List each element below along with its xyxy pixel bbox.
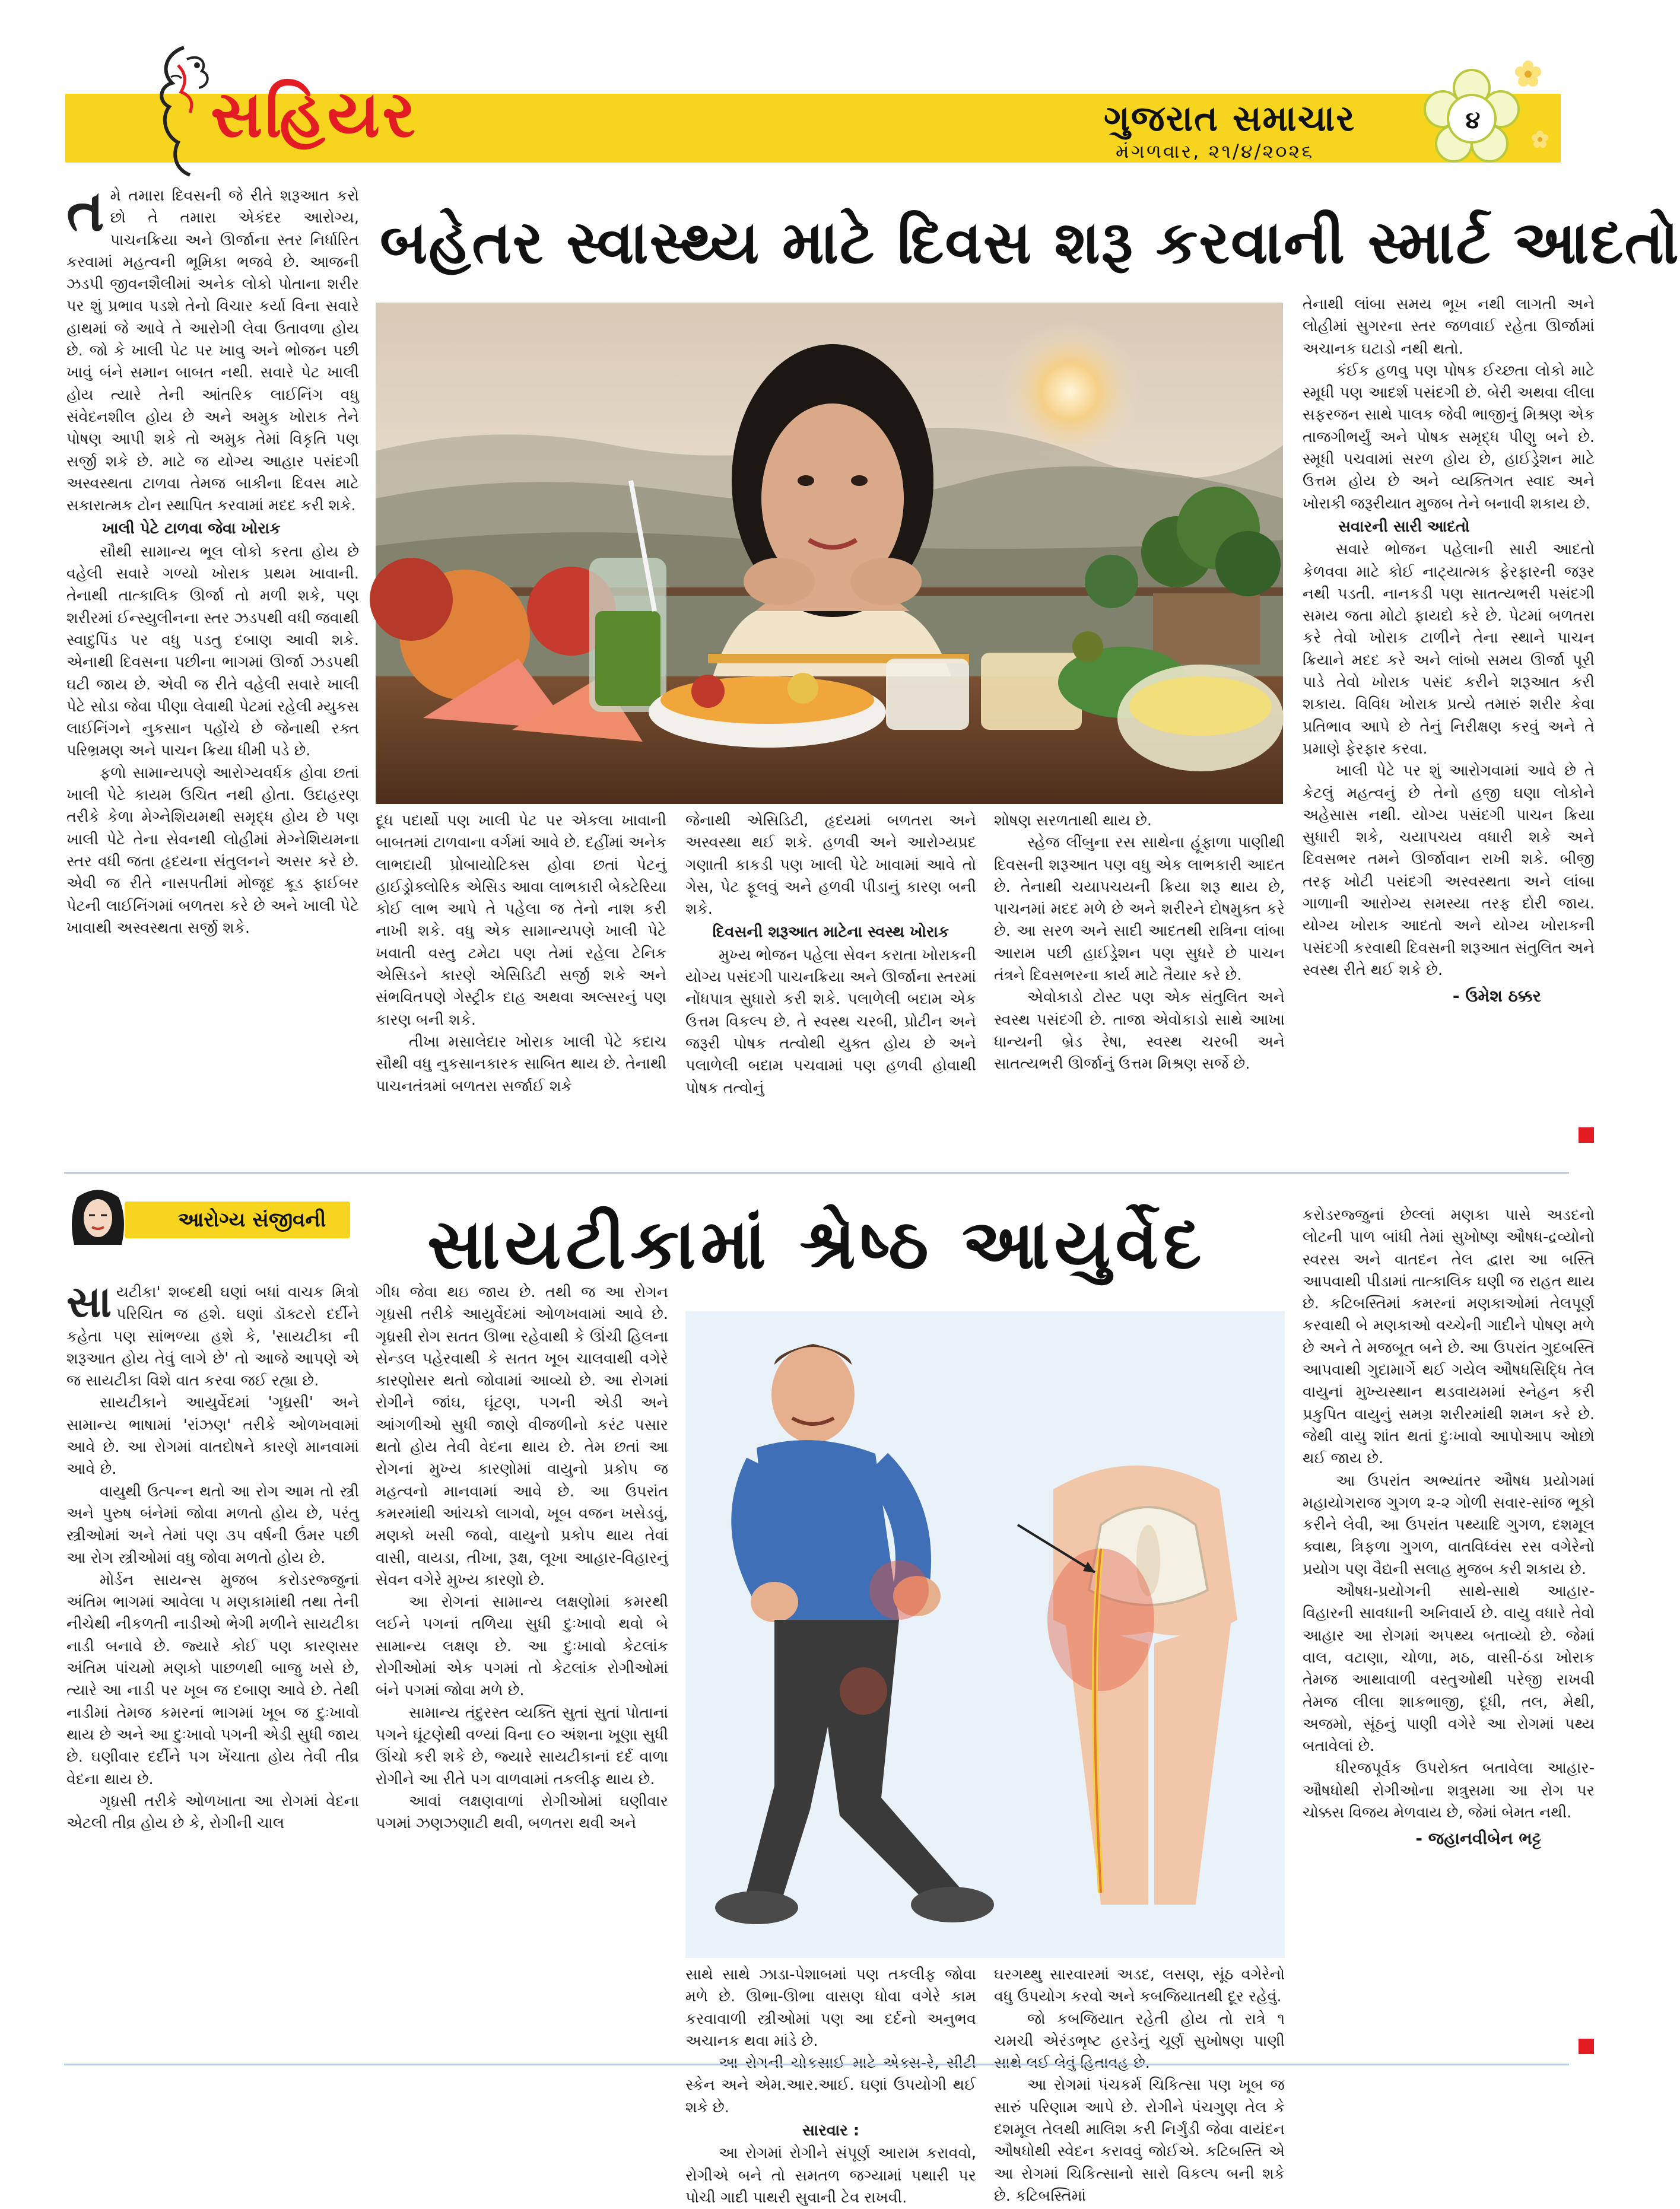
breakfast-photo	[376, 303, 1283, 804]
supplement-logo: સહિયર	[211, 77, 418, 152]
article-2-byline: - જહાનવીબેન ભટ્ટ	[1415, 1829, 1541, 1849]
paragraph: એવોકાડો ટોસ્ટ પણ એક સંતુલિત અને સ્વસ્થ પસંદગી છે. તાજા એવોકાડો સાથે આખા ધાન્યની બ્રેડ રેષા, સ્વસ્થ ચરબી અને સાતત્યભરી ઊર્જાનું ઉત્તમ મિશ્રણ સર્જે છે.	[994, 989, 1285, 1073]
paragraph: તેનાથી લાંબા સમય ભૂખ નથી લાગતી અને લોહીમાં સુગરના સ્તર જળવાઈ રહેતા ઊર્જામાં અચાનક ઘટાડો નથી થતો.	[1303, 295, 1595, 358]
article-1-col-3	[685, 810, 976, 1099]
article-1-dropcap: ત	[66, 177, 104, 244]
end-mark-icon	[1579, 1127, 1594, 1143]
paragraph: તીખા મસાલેદાર ખોરાક ખાલી પેટે કદાચ સૌથી વધુ નુકસાનકારક સાબિત થાય છે. તેનાથી પાચનતંત્રમાં બળતરા સર્જાઈ શકે	[376, 1032, 666, 1095]
article-1-col-2	[376, 810, 666, 1098]
article-2-col-2	[376, 1282, 668, 1835]
paragraph: વાયુથી ઉત્પન્ન થતો આ રોગ આમ તો સ્ત્રી અને પુરુષ બંનેમાં જોવા મળતો હોય છે, પરંતુ સ્ત્રીઓમાં અને તેમાં પણ ૩૫ વર્ષની ઉંમર પછી આ રોગ સ્ત્રીઓમાં વધુ જોવા મળતો હોય છે.	[66, 1482, 359, 1567]
subheading: સવારની સારી આદતો	[1338, 517, 1470, 536]
section-tag	[65, 1185, 350, 1245]
masthead	[0, 0, 1662, 178]
section-divider	[64, 1172, 1569, 1174]
paragraph: આ રોગમાં રોગીને સંપૂર્ણ આરામ કરાવવો, રોગીએ બને તો સમતળ જગ્યામાં પથારી પર પોચી ગાદી પાથરી સુવાની ટેવ રાખવી.	[685, 2144, 976, 2207]
woman-breakfast-image-icon	[376, 303, 1283, 804]
newspaper-name: ગુજરાત સમાચાર	[1104, 98, 1356, 139]
issue-date: મંગળવાર, ૨૧/૪/૨૦૨૬	[1116, 140, 1314, 163]
woman-silhouette-logo-icon	[142, 42, 220, 178]
paragraph: સામાન્ય તંદુરસ્ત વ્યક્તિ સુતાં સુતાં પોતાનાં પગને ઘૂંટણેથી વળ્યાં વિના ૯૦ અંશના ખૂણા સુધી ઊંચો કરી શકે છે, જ્યારે સાયટીકાનાં દર્દ વાળા રોગીને આ રીતે પગ વાળવામાં તકલીફ થાય છે.	[376, 1703, 668, 1788]
paragraph: શોષણ સરળતાથી થાય છે.	[994, 812, 1152, 829]
paragraph: ઔષધ-પ્રયોગની સાથે-સાથે આહાર-વિહારની સાવધાની અનિવાર્ય છે. વાયુ વધારે તેવો આહાર આ રોગમાં અપથ્ય બતાવ્યો છે. જેમાં વાલ, વટાણા, ચોળા, મઠ, વાસી-ઠંડા ખોરાક તેમજ આથાવાળી વસ્તુઓથી પરેજી રાખવી તેમજ લીલા શાકભાજી, દૂધી, તલ, મેથી, અજમો, સૂંઠનું પાણી વગેરે આ રોગમાં પથ્ય બતાવેલાં છે.	[1303, 1582, 1595, 1756]
article-2-headline: સાયટીકામાં શ્રેષ્ઠ આયુર્વેદ	[427, 1204, 1206, 1285]
paragraph: ફળો સામાન્યપણે આરોગ્યવર્ધક હોવા છતાં ખાલી પેટે કાયમ ઉચિત નથી હોતા. ઉદાહરણ તરીકે કેળા મેગ્નેશિયમથી સમૃદ્ધ હોય છે પણ ખાલી પેટે તેના સેવનથી લોહીમાં મેગ્નેશિયમના સ્તર વધી જતા હૃદયના સંતુલનને અસર કરે છે. એવી જ રીતે નાસપતીમાં મોજૂદ ક્રૂડ ફાઈબર પેટની લાઈનિંગમાં બળતરા કરે છે અને ખાલી પેટે ખાવાથી અસ્વસ્થતા સર્જી શકે.	[66, 764, 359, 937]
paragraph: મુખ્ય ભોજન પહેલા સેવન કરાતા ખોરાકની યોગ્ય પસંદગી પાચનક્રિયા અને ઊર્જાના સ્તરમાં નોંધપાત્ર સુધારો કરી શકે. પલાળેલી બદામ એક ઉત્તમ વિકલ્પ છે. તે સ્વસ્થ ચરબી, પ્રોટીન અને જરૂરી પોષક તત્વોથી યુક્ત હોય છે અને પલાળેલી બદામ પચવામાં પણ હળવી હોવાથી પોષક તત્વોનું	[685, 946, 976, 1097]
article-1-col-1	[66, 177, 359, 939]
article-1-headline: બહેતર સ્વાસ્થ્ય માટે દિવસ શરૂ કરવાની સ્માર્ટ આદતો	[380, 208, 1680, 277]
article-2-col-5	[1303, 1204, 1595, 1850]
paragraph: ગીધ જેવા થઇ જાય છે. તથી જ આ રોગન ગૃધ્રસી તરીકે આયુર્વેદમાં ઓળખવામાં આવે છે. ગૃધ્રસી રોગ સતત ઊભા રહેવાથી કે ઊંચી હિલના સેન્ડલ પહેરવાથી કે સતત ખૂબ ચાલવાથી વગેરે કારણોસર થતો જોવામાં આવ્યો છે. આ રોગમાં રોગીને જાંઘ, ઘૂંટણ, પગની એડી અને આંગળીઓ સુધી જાણે વીજળીનો કરંટ પસાર થતો હોય તેવી વેદના થાય છે. તેમ છતાં આ રોગનાં મુખ્ય કારણોમાં વાયુનો પ્રકોપ જ મહત્વનો માનવામાં આવે છે. આ ઉપરાંત કમરમાંથી આંચકો લાગવો, ખૂબ વજન ખસેડવું, મણકો ખસી જવો, વાયુનો પ્રકોપ થાય તેવાં વાસી, વાયડા, તીખા, રૂક્ષ, લૂખા આહાર-વિહારનું સેવન વગેરે મુખ્ય કારણો છે.	[376, 1283, 668, 1589]
page-number: ૪	[1465, 107, 1481, 134]
section-tag-label: આરોગ્ય સંજીવની	[178, 1208, 326, 1232]
subheading: ખાલી પેટે ટાળવા જેવા ખોરાક	[102, 520, 281, 538]
article-2-col-4	[994, 1964, 1285, 2207]
paragraph: સાયટીકાને આયુર્વેદમાં 'ગૃધ્રસી' અને સામાન્ય ભાષામાં 'રાંઝણ' તરીકે ઓળખવામાં આવે છે. આ રોગમાં વાતદોષને કારણે માનવામાં આવે છે.	[66, 1394, 359, 1479]
paragraph: દૂધ પદાર્થો પણ ખાલી પેટ પર એકલા ખાવાની બાબતમાં ટાળવાના વર્ગમાં આવે છે. દહીંમાં અનેક લાભદાયી પ્રોબાયોટિક્સ હોવા છતાં પેટનું હાઈડ્રોક્લોરિક એસિડ આવા લાભકારી બેક્ટેરિયા કોઈ લાભ આપે તે પહેલા જ તેનો નાશ કરી નાખી શકે. વધુ એક સામાન્યપણે ખાલી પેટે ખવાતી વસ્તુ ટમેટા પણ તેમાં રહેલા ટેનિક એસિડને કારણે એસિડિટી સર્જી શકે અને સંભવિતપણે ગેસ્ટ્રીક દાહ અથવા અલ્સરનું પણ કારણ બની શકે.	[376, 812, 666, 1029]
paragraph: ગૃધ્રસી તરીકે ઓળખાતા આ રોગમાં વેદના એટલી તીવ્ર હોય છે કે, રોગીની ચાલ	[66, 1792, 359, 1833]
paragraph: કરોડરજ્જુનાં છેલ્લાં મણકા પાસે અડદનો લોટની પાળ બાંધી તેમાં સુખોષ્ણ ઔષધ-દ્રવ્યોનો સ્વરસ અને વાતદન તેલ દ્વારા આ બસ્તિ આપવાથી પીડામાં તાત્કાલિક ઘણી જ રાહત થાય છે. કટિબસ્તિમાં કમરનાં મણકાઓમાં તેલપૂર્ણ કરવાથી બે મણકાઓ વચ્ચેની ગાદીને પોષણ મળે છે અને તે મજબૂત બને છે. આ ઉપરાંત ગુદબસ્તિ આપવાથી ગુદામાર્ગે થઈ ગયેલ ઔષધસિદ્ધિ તેલ વાયુનાં મુખ્યસ્થાન થડવાયમમાં સ્નેહન કરી પ્રકુપિત વાયુનું સમગ્ર શરીરમાંથી શમન કરે છે. જેથી વાયુ શાંત થતાં દુઃખાવો આપોઆપ ઓછો થઈ જાય છે.	[1303, 1206, 1595, 1468]
article-2-dropcap: સા	[66, 1276, 112, 1327]
paragraph: સ્કેન અને એમ.આર.આઈ. ઘણાં ઉપયોગી થઈ શકે છે.	[685, 2076, 976, 2116]
end-mark-icon	[1579, 2039, 1594, 2054]
sciatica-illustration	[685, 1311, 1285, 1958]
paragraph: સૌથી સામાન્ય ભૂલ લોકો કરતા હોય છે વહેલી સવારે ગળ્યો ખોરાક પ્રથમ ખાવાની. તેનાથી તાત્કાલિક ઊર્જા તો મળી શકે, પણ શરીરમાં ઈન્સ્યુલીનના સ્તર ઝડપથી વધી જવાથી સ્વાદુપિંડ પર વધુ પડતુ દબાણ આવી શકે. એનાથી દિવસના પછીના ભાગમાં ઊર્જા ઝડપથી ઘટી જાય છે. એવી જ રીતે વહેલી સવારે ખાલી પેટે સોડા જેવા પીણા લેવાથી પેટમાં રહેલી મ્યુકસ લાઈનિંગને નુકસાન પહોંચે છે જેનાથી રક્ત પરિભ્રમણ અને પાચન ક્રિયા ધીમી પડે છે.	[66, 542, 359, 760]
article-2-col-1	[66, 1276, 359, 1835]
page-bottom-rule	[64, 2064, 1569, 2065]
article-1-col-5	[1303, 294, 1595, 1007]
paragraph: સાથે સાથે ઝાડા-પેશાબમાં પણ તકલીફ જોવા મળે છે. ઊભા-ઊભા વાસણ ધોવા વગેરે કામ કરવાવાળી સ્ત્રીઓમાં પણ આ દર્દનો અનુભવ અચાનક થવા માંડે છે.	[685, 1966, 976, 2050]
paragraph: જો કબજિયાત રહેતી હોય તો રાત્રે ૧ ચમચી એરંડભૃષ્ટ હરડેનું ચૂર્ણ સુખોષણ પાણી	[994, 2010, 1285, 2050]
paragraph: ધીરજપૂર્વક ઉપરોક્ત બતાવેલા આહાર-ઔષધોથી રોગીઓના શત્રુસમા આ રોગ પર ચોક્કસ વિજય મેળવાય છે, જેમાં બેમત નથી.	[1303, 1759, 1595, 1822]
paragraph: સવારે ભોજન પહેલાની સારી આદતો કેળવવા માટે કોઈ નાટ્યાત્મક ફેરફારની જરૂર નથી પડતી. નાનકડી પણ સાતત્યભરી પસંદગી સમય જતા મોટો ફાયદો કરે છે. પેટમાં બળતરા કરે તેવો ખોરાક ટાળીને તેના સ્થાને પાચન ક્રિયાને મદદ કરે અને લાંબો સમય ઊર્જા પૂરી પાડે તેવો ખોરાક પસંદ કરીને શરૂઆત કરી શકાય. વિવિધ ખોરાક પ્રત્યે તમારું શરીર કેવા પ્રતિભાવ આપે છે તેનું નિરીક્ષણ કરવું અને તે પ્રમાણે ફેરફાર કરવા.	[1303, 541, 1595, 758]
paragraph: આ રોગમાં પંચકર્મ ચિકિત્સા પણ ખૂબ જ સારું પરિણામ આપે છે. રોગીને પંચગુણ તેલ કે દશમૂલ તેલથી માલિશ કરી નિર્ગુંડી જેવા વાયંદન ઔષધોથી સ્વેદન કરાવવું જોઈએ. કટિબસ્તિ એ આ રોગમાં ચિકિત્સાનો સારો વિકલ્પ બની શકે છે. કટિબસ્તિમાં	[994, 2076, 1285, 2205]
article-1-byline: - ઉમેશ ઠક્કર	[1452, 986, 1541, 1006]
paragraph: ખાલી પેટે પર શું આરોગવામાં આવે છે તે કેટલું મહત્વનું છે તેનો હજી ઘણા લોકોને અહેસાસ નથી. યોગ્ય પસંદગી પાચન ક્રિયા સુધારી શકે, ચયાપચય વધારી શકે અને દિવસભર તમને ઊર્જાવાન રાખી શકે. બીજી તરફ ખોટી પસંદગી અસ્વસ્થતા અને લાંબા ગાળાની આરોગ્ય સમસ્યા તરફ દોરી જાય. યોગ્ય ખોરાક આદતો અને યોગ્ય ખોરાકની પસંદગી કરવાથી દિવસની શરૂઆત સંતુલિત અને સ્વસ્થ રીતે થઈ શકે છે.	[1303, 762, 1595, 979]
paragraph: કંઈક હળવુ પણ પોષક ઈચ્છતા લોકો માટે સ્મૂધી પણ આદર્શ પસંદગી છે. બેરી અથવા લીલા સફરજન સાથે પાલક જેવી ભાજીનું મિશ્રણ એક તાજગીભર્યું અને પોષક સમૃદ્ધ પીણુ બને છે. સ્મૂધી પચવામાં સરળ હોય છે, હાઈડ્રેશન માટે ઉત્તમ હોય છે અને વ્યક્તિગત સ્વાદ અને ખોરાકી જરૂરીયાત મુજબ તેને બનાવી શકાય છે.	[1303, 361, 1595, 513]
subheading: દિવસની શરૂઆત માટેના સ્વસ્થ ખોરાક	[712, 923, 949, 942]
subheading: સારવાર :	[802, 2122, 860, 2140]
paragraph: આ ઉપરાંત અભ્યાંતર ઔષધ પ્રયોગમાં મહાયોગરાજ ગુગળ ૨-૨ ગોળી સવાર-સાંજ ભૂકો કરીને લેવી, આ ઉપરાંત પથ્યાદિ ગુગળ, દશમૂલ ક્વાથ, ત્રિફળા ગુગળ, વાતવિધ્વંસ રસ વગેરેનો પ્રયોગ પણ વૈદ્યની સલાહ મુજબ કરી શકાય છે.	[1303, 1471, 1595, 1578]
paragraph: સ્હેજ લીંબુના રસ સાથેના હૂંફાળા પાણીથી દિવસની શરૂઆત પણ વધુ એક લાભકારી આદત છે. તેનાથી ચયાપચયની ક્રિયા શરૂ થાય છે, પાચનમાં મદદ મળે છે અને શરીરને દોષમુક્ત કરે છે. આ સરળ અને સાદી આદતથી રાત્રિના લાંબા આરામ પછી હાઈડ્રેશન પણ સુધરે છે પાચન તંત્રને દિવસભરના કાર્ય માટે તૈયાર કરે છે.	[994, 834, 1285, 985]
article-1-col-4	[994, 810, 1285, 1076]
paragraph: મોર્ડન સાયન્સ મુજબ કરોડરજ્જુનાં અંતિમ ભાગમાં આવેલા ૫ મણકામાંથી તથા તેની નીચેથી નીકળતી નાડીઓ ભેગી મળીને સાયટીકા નાડી બનાવે છે. જ્યારે કોઈ પણ કારણસર અંતિમ પાંચમો મણકો પાછળથી બાજુ ખસે છે, ત્યારે આ નાડી પર ખૂબ જ દબાણ આવે છે. તેથી નાડીમાં તેમજ કમરનાં ભાગમાં ખૂબ જ દુઃખાવો થાય છે અને આ દુઃખાવો પગની એડી સુધી જાય છે. ઘણીવાર દર્દીને પગ ખેંચાતા હોય તેવી તીવ્ર વેદના થાય છે.	[66, 1571, 359, 1788]
sciatica-pain-image-icon	[685, 1311, 1285, 1958]
paragraph: આ રોગનાં સામાન્ય લક્ષણોમાં કમરથી લઈને પગનાં તળિયા સુધી દુઃખાવો થવો બે સામાન્ય લક્ષણ છે. આ દુઃખાવો કેટલાંક રોગીઓમાં એક પગમાં તો કેટલાંક રોગીઓમાં બંને પગમાં જોવા મળે છે.	[376, 1593, 668, 1700]
paragraph: આવાં લક્ષણવાળાં રોગીઓમાં ઘણીવાર પગમાં ઝણઝણાટી થવી, બળતરા થવી અને	[376, 1792, 668, 1833]
woman-face-icon	[65, 1185, 131, 1251]
paragraph: ઘરગથ્થુ સારવારમાં અડદ, લસણ, સૂંઠ વગેરેનો વધુ ઉપયોગ કરવો અને કબજિયાતથી દૂર રહેવું.	[994, 1966, 1285, 2006]
paragraph: જેનાથી એસિડિટી, હૃદયમાં બળતરા અને અસ્વસ્થા થઈ શકે. હળવી અને આરોગ્યપ્રદ ગણાતી કાકડી પણ ખાલી પેટે ખાવામાં આવે તો ગેસ, પેટ ફૂલવું અને હળવી પીડાનું કારણ બની શકે.	[685, 812, 976, 918]
paragraph: મે તમારા દિવસની જે રીતે શરૂઆત કરો છો તે તમારા એકંદર આરોગ્ય, પાચનક્રિયા અને ઊર્જાના સ્તર નિર્ધારિત કરવામાં મહત્વની ભૂમિકા ભજવે છે. આજની ઝડપી જીવનશૈલીમાં અનેક લોકો પોતાના શરીર પર શું પ્રભાવ પડશે તેનો વિચાર કર્યા વિના સવારે હાથમાં જે આવે તે આરોગી લેવા ઉતાવળા હોય છે. જો કે ખાલી પેટ પર ખાવુ અને ભોજન પછી ખાવું બંને સમાન બાબત નથી. સવારે પેટ ખાલી હોય ત્યારે તેની આંતરિક લાઈનિંગ વધુ સંવેદનશીલ હોય છે અને અમુક ખોરાક તેને પોષણ આપી શકે તો અમુક તેમાં વિકૃતિ પણ સર્જી શકે છે. માટે જ યોગ્ય આહાર પસંદગી અસ્વસ્થતા ટાળવા તેમજ બાકીના દિવસ માટે સકારાત્મક ટોન સ્થાપિત કરવામાં મદદ કરી શકે.	[66, 187, 359, 515]
article-2-col-3	[685, 1964, 976, 2209]
paragraph: યટીકા' શબ્દથી ઘણાં બધાં વાચક મિત્રો પરિચિત જ હશે. ઘણાં ડૉક્ટરો દર્દીને કહેતા પણ સાંભળ્યા હશે કે, 'સાયટીકા ની શરૂઆત હોય તેવું લાગે છે' તો આજે આપણે એ જ સાયટીકા વિશે વાત કરવા જઈ રહ્યા છે.	[66, 1283, 359, 1390]
